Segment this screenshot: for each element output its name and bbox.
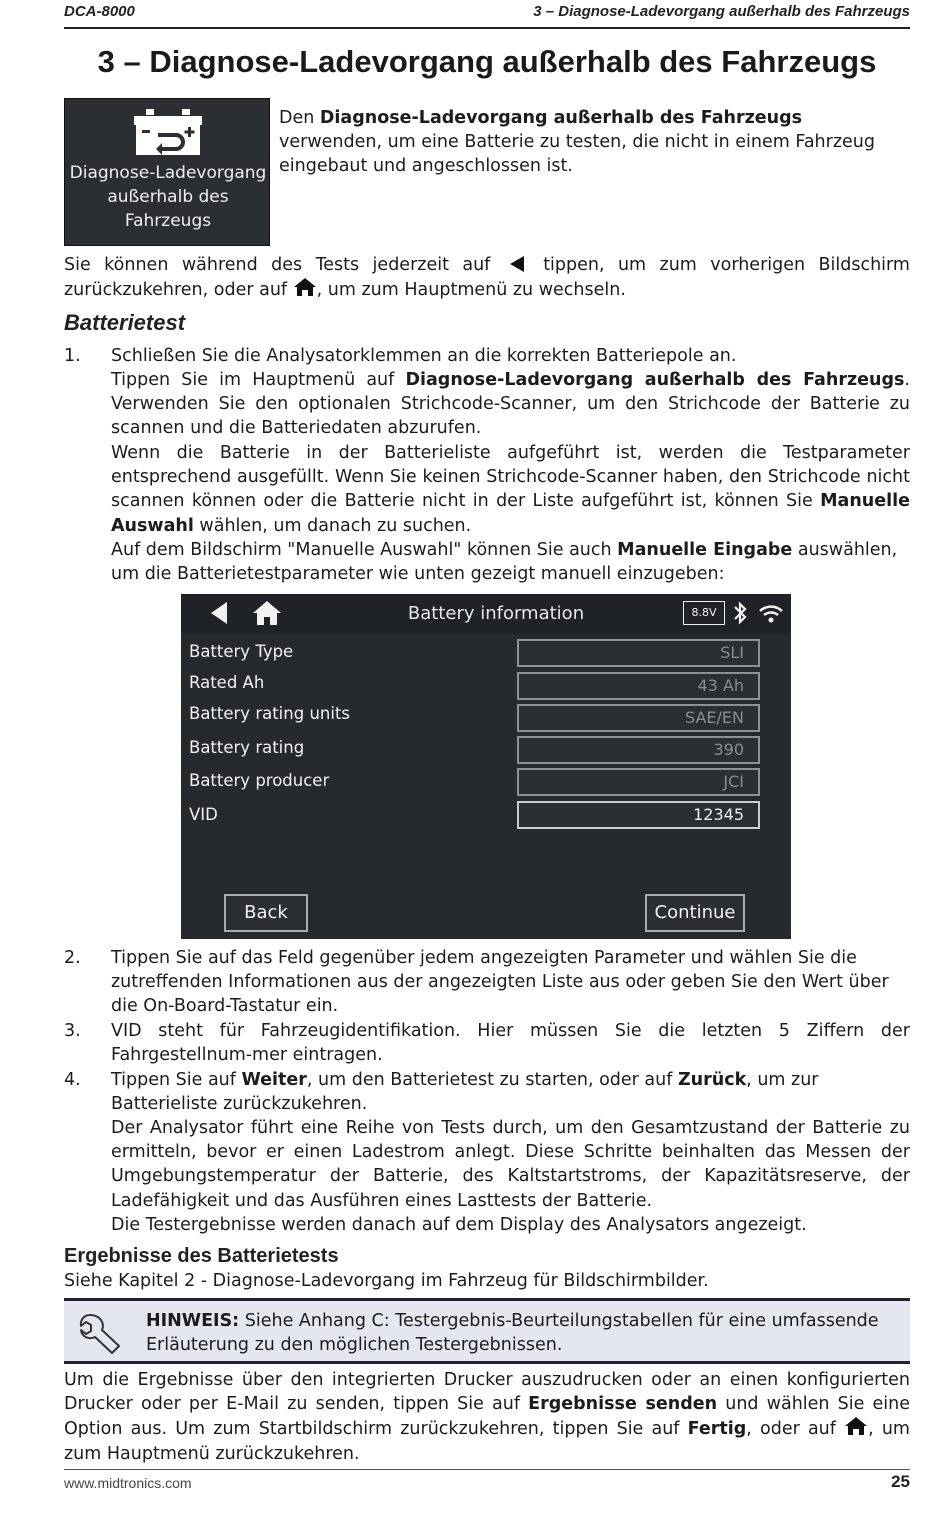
step1-para2: Tippen Sie im Hauptmenü auf Diagnose-Ladevorgang außerhalb des Fahrzeugs. Verwenden Sie den optionalen Strichcode-Scanner, um den Strichcode der Batterie zu scannen und die Batteriedaten abzurufen. <box>111 370 910 439</box>
header-left: DCA-8000 <box>64 3 135 20</box>
bluetooth-icon <box>732 600 748 626</box>
field-rating-units[interactable]: SAE/EN <box>517 704 760 732</box>
battery-charge-icon <box>132 109 204 157</box>
device-screen <box>181 594 791 939</box>
section-results: Ergebnisse des Batterietests <box>64 1245 339 1267</box>
section-batterietest: Batterietest <box>64 310 186 335</box>
footer-url: www.midtronics.com <box>64 1475 192 1491</box>
step1-number: 1. <box>64 346 81 366</box>
nav-text-line2: zurückzukehren, oder auf , um zum Hauptmenü zu wechseln. <box>64 277 910 302</box>
field-vid[interactable]: 12345 <box>517 801 760 829</box>
note-text: HINWEIS: Siehe Anhang C: Testergebnis-Beurteilungstabellen für eine umfassende Erläuterung zu den möglichen Testergebnissen. <box>146 1311 879 1356</box>
field-label-battery-type: Battery Type <box>189 642 294 661</box>
page-number: 25 <box>891 1472 910 1491</box>
header-right: 3 – Diagnose-Ladevorgang außerhalb des Fahrzeugs <box>533 3 910 20</box>
screen-title: Battery information <box>407 603 585 624</box>
step4-number: 4. <box>64 1070 81 1090</box>
field-label-battery-producer: Battery producer <box>189 771 330 790</box>
page-title: 3 – Diagnose-Ladevorgang außerhalb des Fahrzeugs <box>97 44 877 79</box>
field-label-battery-rating: Battery rating <box>189 738 305 757</box>
field-battery-producer[interactable]: JCI <box>517 768 760 796</box>
step4-para2: Der Analysator führt eine Reihe von Tests durch, um den Gesamtzustand der Batterie zu ermitteln, bevor er einen Ladestrom anlegt. Diese Schritte beinhalten das Messen der Umgebungstemperatur der Batterie, des Kaltstartstroms, der Kapazitätsreserve, der Ladefähigkeit und das Ausführen eines Lasttests der Batterie. <box>111 1118 910 1211</box>
closing-paragraph: Um die Ergebnisse über den integrierten Drucker auszudrucken oder an einen konfigurierten Drucker oder per E-Mail zu senden, tippen Sie auf Ergebnisse senden und wählen Sie eine Option aus. Um zum Startbildschirm zurückzukehren, tippen Sie auf Fertig, oder auf , um zum Hauptmenü zurückzukehren. <box>64 1370 911 1464</box>
nav-text-line1: Sie können während des Tests jederzeit auf tippen, um zum vorherigen Bildschirm <box>64 255 910 275</box>
step2-number: 2. <box>64 948 81 968</box>
header-rule <box>64 27 910 29</box>
wifi-icon <box>758 602 784 624</box>
intro-paragraph: Den Diagnose-Ladevorgang außerhalb des Fahrzeugs verwenden, um eine Batterie zu testen, die nicht in einem Fahrzeug eingebaut und angeschlossen ist. <box>279 108 875 177</box>
field-rated-ah[interactable]: 43 Ah <box>517 672 760 700</box>
step1-line1: Schließen Sie die Analysatorklemmen an die korrekten Batteriepole an. <box>111 346 737 366</box>
step3-text: VID steht für Fahrzeugidentifikation. Hier müssen Sie die letzten 5 Ziffern der Fahrgestellnum-mer eintragen. <box>111 1021 910 1066</box>
results-text: Siehe Kapitel 2 - Diagnose-Ladevorgang im Fahrzeug für Bildschirmbilder. <box>64 1271 709 1291</box>
footer-rule <box>64 1469 910 1470</box>
field-label-vid: VID <box>189 805 218 824</box>
step4-para1: Tippen Sie auf Weiter, um den Batterietest zu starten, oder auf Zurück, um zur Batterieliste zurückzukehren. <box>111 1070 819 1115</box>
back-button[interactable]: Back <box>224 894 308 932</box>
field-battery-rating[interactable]: 390 <box>517 736 760 764</box>
screen-back-icon[interactable] <box>211 602 227 624</box>
back-arrow-icon <box>510 256 524 272</box>
battery-voltage-indicator: 8.8V <box>683 601 725 625</box>
field-battery-type[interactable]: SLI <box>517 639 760 667</box>
step1-para4: Auf dem Bildschirm "Manuelle Auswahl" können Sie auch Manuelle Eingabe auswählen, um die Batterietestparameter wie unten gezeigt manuell einzugeben: <box>111 540 898 585</box>
mode-tile <box>64 98 270 246</box>
step4-para3: Die Testergebnisse werden danach auf dem Display des Analysators angezeigt. <box>111 1215 807 1235</box>
field-label-rating-units: Battery rating units <box>189 704 351 723</box>
screen-home-icon[interactable] <box>251 599 283 627</box>
home-icon <box>293 277 317 297</box>
home-icon-inline <box>844 1416 868 1436</box>
wrench-icon <box>76 1309 124 1355</box>
field-label-rated-ah: Rated Ah <box>189 673 265 692</box>
continue-button[interactable]: Continue <box>645 894 745 932</box>
step2-text: Tippen Sie auf das Feld gegenüber jedem angezeigten Parameter und wählen Sie die zutreffenden Informationen aus der angezeigten Liste aus oder geben Sie den Wert über die On-Board-Tastatur ein. <box>111 948 889 1017</box>
note-box <box>64 1298 910 1364</box>
step3-number: 3. <box>64 1021 81 1041</box>
step1-para3: Wenn die Batterie in der Batterieliste aufgeführt ist, werden die Testparameter entsprechend ausgefüllt. Wenn Sie keinen Strichcode-Scanner haben, den Strichcode nicht scannen können oder die Batterie nicht in der Liste aufgeführt ist, können Sie Manuelle Auswahl wählen, um danach zu suchen. <box>111 443 910 536</box>
mode-tile-label: Diagnose-Ladevorgang außerhalb des Fahrzeugs <box>69 163 267 231</box>
